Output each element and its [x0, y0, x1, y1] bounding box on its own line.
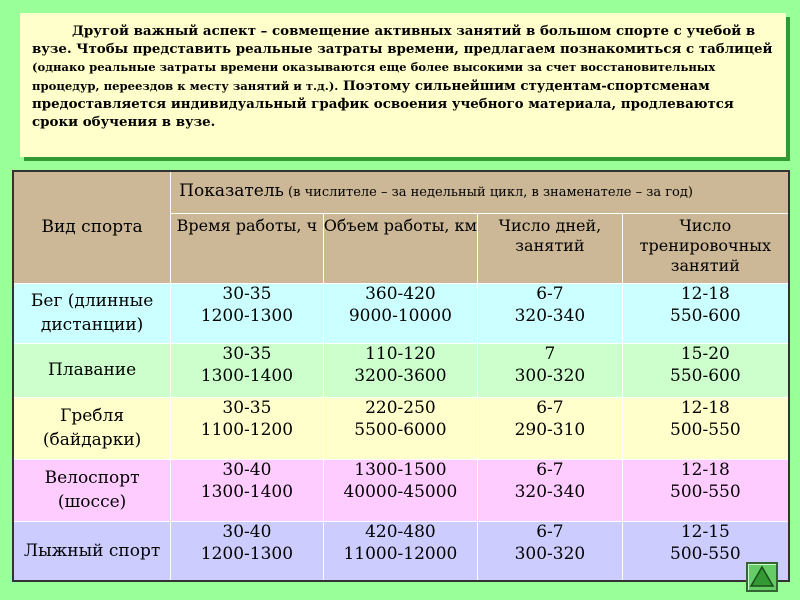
- value-numerator: 15-20: [680, 343, 730, 364]
- value-numerator: 12-18: [680, 283, 730, 304]
- value-denominator: 320-340: [514, 305, 586, 326]
- value-numerator: 420-480: [365, 521, 436, 542]
- column-header-sessions: Число тренировочных занятий: [622, 213, 789, 283]
- sport-name: Гребля (байдарки): [13, 397, 171, 459]
- value-numerator: 12-15: [680, 521, 730, 542]
- value-cell: [323, 283, 477, 343]
- value-denominator: 300-320: [514, 365, 586, 386]
- value-numerator: 30-40: [222, 459, 272, 480]
- sport-name: Бег (длинные дистанции): [13, 283, 171, 343]
- column-header-volume: Объем работы, км: [323, 213, 477, 283]
- value-cell: [323, 459, 477, 521]
- value-cell: [171, 459, 323, 521]
- sport-header: Вид спорта: [13, 171, 171, 283]
- value-numerator: 12-18: [680, 397, 730, 418]
- table-row: [13, 397, 789, 459]
- value-denominator: 500-550: [670, 543, 741, 564]
- value-numerator: 12-18: [680, 459, 730, 480]
- value-numerator: 6-7: [536, 397, 564, 418]
- column-header-days: Число дней, занятий: [478, 213, 623, 283]
- training-load-table: [12, 170, 790, 582]
- indicator-header: [171, 171, 789, 213]
- intro-text-box: [20, 13, 786, 157]
- value-numerator: 30-35: [222, 397, 272, 418]
- value-denominator: 500-550: [670, 481, 741, 502]
- value-cell: [622, 397, 789, 459]
- header-row-top: [13, 171, 789, 213]
- value-cell: [478, 343, 623, 397]
- value-numerator: 30-35: [222, 343, 272, 364]
- value-numerator: 30-35: [222, 283, 272, 304]
- sport-name: Велоспорт (шоссе): [13, 459, 171, 521]
- value-numerator: 220-250: [365, 397, 436, 418]
- value-numerator: 360-420: [365, 283, 436, 304]
- value-cell: [323, 343, 477, 397]
- value-denominator: 1200-1300: [200, 305, 294, 326]
- value-denominator: 9000-10000: [348, 305, 452, 326]
- value-numerator: 6-7: [536, 459, 564, 480]
- value-denominator: 40000-45000: [343, 481, 458, 502]
- value-denominator: 1300-1400: [200, 365, 294, 386]
- value-denominator: 11000-12000: [343, 543, 458, 564]
- value-cell: [171, 397, 323, 459]
- value-cell: [478, 521, 623, 581]
- value-numerator: 110-120: [365, 343, 436, 364]
- value-denominator: 300-320: [514, 543, 586, 564]
- table-row: [13, 343, 789, 397]
- intro-part1: Другой важный аспект – совмещение активных занятий в большом спорте с учебой в вузе. Чтобы представить реальные затраты времени, предлагаем познакомиться с таблицей: [32, 23, 773, 58]
- sport-name: Лыжный спорт: [13, 521, 171, 581]
- value-denominator: 500-550: [670, 419, 741, 440]
- value-cell: [622, 283, 789, 343]
- table-row: [13, 521, 789, 581]
- value-cell: [323, 397, 477, 459]
- value-cell: [171, 283, 323, 343]
- value-denominator: 550-600: [670, 305, 741, 326]
- value-denominator: 1200-1300: [200, 543, 294, 564]
- value-denominator: 3200-3600: [354, 365, 447, 386]
- up-triangle-icon: [748, 564, 776, 590]
- indicator-header-label: Показатель: [179, 181, 284, 202]
- value-denominator: 1100-1200: [200, 419, 294, 440]
- value-denominator: 5500-6000: [354, 419, 447, 440]
- table-row: [13, 283, 789, 343]
- value-cell: [622, 343, 789, 397]
- value-cell: [478, 283, 623, 343]
- indicator-header-note: (в числителе – за недельный цикл, в знаменателе – за год): [283, 185, 693, 201]
- column-header-time: Время работы, ч: [171, 213, 323, 283]
- value-denominator: 290-310: [514, 419, 586, 440]
- value-cell: [171, 343, 323, 397]
- value-cell: [171, 521, 323, 581]
- table-row: [13, 459, 789, 521]
- value-numerator: 6-7: [536, 283, 564, 304]
- value-denominator: 320-340: [514, 481, 586, 502]
- intro-part2: (однако реальные затраты времени оказываются еще более высокими за счет восстановительных процедур, переездов к месту занятий и т.д.).: [32, 60, 716, 93]
- nav-up-button[interactable]: [746, 562, 778, 592]
- value-numerator: 7: [544, 343, 556, 364]
- value-numerator: 30-40: [222, 521, 272, 542]
- value-cell: [478, 397, 623, 459]
- value-numerator: 1300-1500: [354, 459, 447, 480]
- intro-part3: Поэтому сильнейшим студентам-спортсменам предоставляется индивидуальный график освоения учебного материала, продлеваются сроки обучения в вузе.: [32, 77, 734, 131]
- value-cell: [622, 459, 789, 521]
- value-denominator: 550-600: [670, 365, 741, 386]
- value-denominator: 1300-1400: [200, 481, 294, 502]
- value-cell: [478, 459, 623, 521]
- sport-name: Плавание: [13, 343, 171, 397]
- value-cell: [323, 521, 477, 581]
- value-numerator: 6-7: [536, 521, 564, 542]
